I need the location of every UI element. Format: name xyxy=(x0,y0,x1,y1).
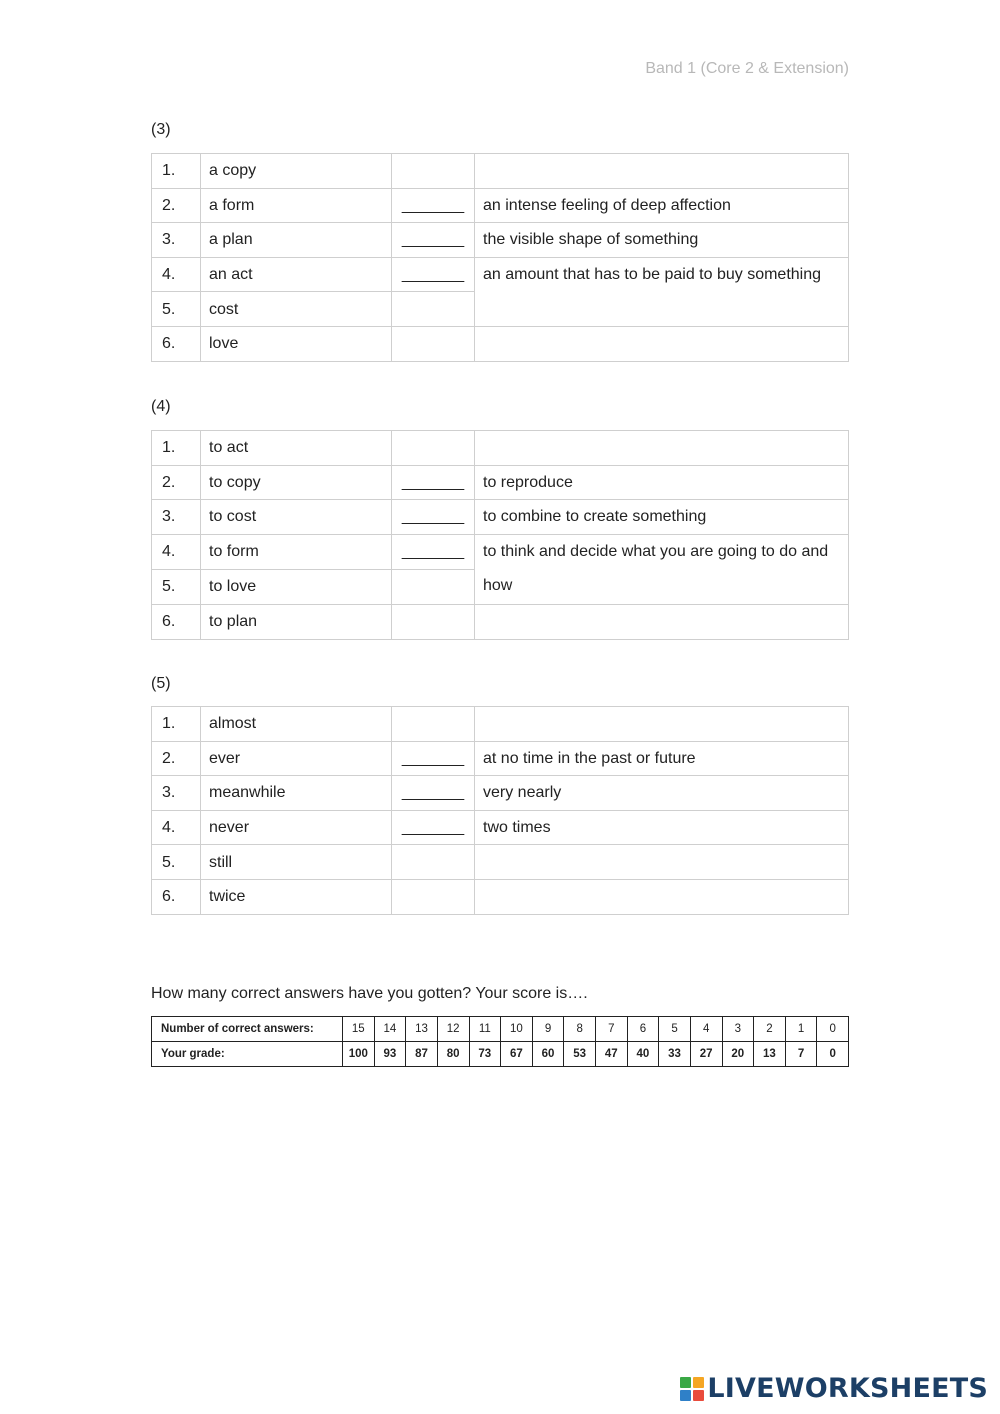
answer-blank[interactable]: _______ xyxy=(392,465,475,500)
word-cell: to plan xyxy=(201,604,392,639)
grade-cell: 67 xyxy=(501,1042,533,1067)
brand-name: LIVEWORKSHEETS xyxy=(707,1373,988,1404)
table-row xyxy=(152,500,849,535)
table-row xyxy=(152,188,849,223)
word-cell: a plan xyxy=(201,223,392,258)
blank-cell xyxy=(392,292,475,327)
definition-cell xyxy=(475,845,849,880)
answers-label: Number of correct answers: xyxy=(152,1017,343,1042)
grade-cell: 93 xyxy=(374,1042,406,1067)
score-question: How many correct answers have you gotten? Your score is…. xyxy=(151,985,588,1002)
matching-table-4 xyxy=(151,430,849,640)
answer-blank[interactable]: _______ xyxy=(392,188,475,223)
logo-square-icon xyxy=(680,1377,691,1388)
word-cell: to love xyxy=(201,569,392,604)
answer-count-cell: 15 xyxy=(343,1017,375,1042)
logo-square-icon xyxy=(693,1377,704,1388)
grade-cell: 7 xyxy=(785,1042,817,1067)
word-cell: never xyxy=(201,810,392,845)
score-answers-row xyxy=(152,1017,849,1042)
word-cell: to cost xyxy=(201,500,392,535)
logo-square-icon xyxy=(680,1390,691,1401)
answer-count-cell: 14 xyxy=(374,1017,406,1042)
row-number: 4. xyxy=(152,810,201,845)
answer-blank[interactable]: _______ xyxy=(392,534,475,569)
word-cell: twice xyxy=(201,879,392,914)
definition-cell: an intense feeling of deep affection xyxy=(475,188,849,223)
answer-count-cell: 11 xyxy=(469,1017,501,1042)
row-number: 4. xyxy=(152,257,201,292)
grade-cell: 87 xyxy=(406,1042,438,1067)
grade-cell: 47 xyxy=(596,1042,628,1067)
row-number: 6. xyxy=(152,879,201,914)
answer-count-cell: 13 xyxy=(406,1017,438,1042)
row-number: 5. xyxy=(152,845,201,880)
answer-count-cell: 7 xyxy=(596,1017,628,1042)
row-number: 3. xyxy=(152,223,201,258)
grade-cell: 73 xyxy=(469,1042,501,1067)
table-row xyxy=(152,534,849,569)
answer-count-cell: 5 xyxy=(659,1017,691,1042)
row-number: 2. xyxy=(152,465,201,500)
definition-cell: the visible shape of something xyxy=(475,223,849,258)
answer-count-cell: 4 xyxy=(690,1017,722,1042)
definition-cell: to think and decide what you are going to do and how xyxy=(475,534,849,604)
grade-cell: 33 xyxy=(659,1042,691,1067)
table-row xyxy=(152,879,849,914)
blank-cell xyxy=(392,845,475,880)
grade-cell: 20 xyxy=(722,1042,754,1067)
definition-cell: to reproduce xyxy=(475,465,849,500)
grade-cell: 40 xyxy=(627,1042,659,1067)
word-cell: to form xyxy=(201,534,392,569)
definition-cell: at no time in the past or future xyxy=(475,741,849,776)
definition-cell xyxy=(475,326,849,361)
word-cell: meanwhile xyxy=(201,776,392,811)
answer-blank[interactable]: _______ xyxy=(392,223,475,258)
section-label-3: (3) xyxy=(151,121,171,138)
word-cell: to copy xyxy=(201,465,392,500)
page-header-title: Band 1 (Core 2 & Extension) xyxy=(645,60,849,77)
answer-count-cell: 10 xyxy=(501,1017,533,1042)
table-row xyxy=(152,465,849,500)
row-number: 1. xyxy=(152,154,201,189)
table-row xyxy=(152,707,849,742)
answer-blank[interactable]: _______ xyxy=(392,741,475,776)
table-row xyxy=(152,257,849,292)
word-cell: an act xyxy=(201,257,392,292)
grade-cell: 0 xyxy=(817,1042,849,1067)
row-number: 4. xyxy=(152,534,201,569)
row-number: 6. xyxy=(152,326,201,361)
answer-count-cell: 0 xyxy=(817,1017,849,1042)
grade-cell: 53 xyxy=(564,1042,596,1067)
table-row xyxy=(152,776,849,811)
score-table xyxy=(151,1016,849,1067)
table-row xyxy=(152,741,849,776)
matching-table-5 xyxy=(151,706,849,915)
blank-cell xyxy=(392,707,475,742)
blank-cell xyxy=(392,569,475,604)
answer-blank[interactable]: _______ xyxy=(392,257,475,292)
table-row xyxy=(152,223,849,258)
row-number: 3. xyxy=(152,500,201,535)
word-cell: ever xyxy=(201,741,392,776)
definition-cell xyxy=(475,431,849,466)
definition-cell xyxy=(475,154,849,189)
word-cell: still xyxy=(201,845,392,880)
row-number: 6. xyxy=(152,604,201,639)
row-number: 2. xyxy=(152,741,201,776)
table-row xyxy=(152,431,849,466)
answer-count-cell: 12 xyxy=(437,1017,469,1042)
blank-cell xyxy=(392,604,475,639)
grade-cell: 27 xyxy=(690,1042,722,1067)
logo-square-icon xyxy=(693,1390,704,1401)
answer-count-cell: 1 xyxy=(785,1017,817,1042)
row-number: 5. xyxy=(152,569,201,604)
word-cell: almost xyxy=(201,707,392,742)
word-cell: to act xyxy=(201,431,392,466)
blank-cell xyxy=(392,431,475,466)
answer-blank[interactable]: _______ xyxy=(392,776,475,811)
definition-cell xyxy=(475,604,849,639)
table-row xyxy=(152,326,849,361)
row-number: 1. xyxy=(152,707,201,742)
answer-blank[interactable]: _______ xyxy=(392,810,475,845)
liveworksheets-logo-icon xyxy=(680,1377,704,1401)
definition-cell: two times xyxy=(475,810,849,845)
answer-count-cell: 8 xyxy=(564,1017,596,1042)
answer-count-cell: 3 xyxy=(722,1017,754,1042)
matching-table-3 xyxy=(151,153,849,362)
row-number: 3. xyxy=(152,776,201,811)
definition-cell: very nearly xyxy=(475,776,849,811)
score-grades-row xyxy=(152,1042,849,1067)
grade-cell: 13 xyxy=(754,1042,786,1067)
section-label-4: (4) xyxy=(151,398,171,415)
blank-cell xyxy=(392,879,475,914)
table-row xyxy=(152,154,849,189)
definition-cell xyxy=(475,707,849,742)
word-cell: a form xyxy=(201,188,392,223)
word-cell: love xyxy=(201,326,392,361)
grade-label: Your grade: xyxy=(152,1042,343,1067)
row-number: 2. xyxy=(152,188,201,223)
grade-cell: 60 xyxy=(532,1042,564,1067)
liveworksheets-logo xyxy=(680,1373,988,1404)
answer-count-cell: 9 xyxy=(532,1017,564,1042)
row-number: 5. xyxy=(152,292,201,327)
answer-count-cell: 2 xyxy=(754,1017,786,1042)
section-label-5: (5) xyxy=(151,675,171,692)
row-number: 1. xyxy=(152,431,201,466)
answer-count-cell: 6 xyxy=(627,1017,659,1042)
word-cell: cost xyxy=(201,292,392,327)
answer-blank[interactable]: _______ xyxy=(392,500,475,535)
word-cell: a copy xyxy=(201,154,392,189)
table-row xyxy=(152,810,849,845)
grade-cell: 80 xyxy=(437,1042,469,1067)
definition-cell: to combine to create something xyxy=(475,500,849,535)
table-row xyxy=(152,845,849,880)
blank-cell xyxy=(392,326,475,361)
definition-cell: an amount that has to be paid to buy something xyxy=(475,257,849,326)
grade-cell: 100 xyxy=(343,1042,375,1067)
definition-cell xyxy=(475,879,849,914)
blank-cell xyxy=(392,154,475,189)
table-row xyxy=(152,604,849,639)
